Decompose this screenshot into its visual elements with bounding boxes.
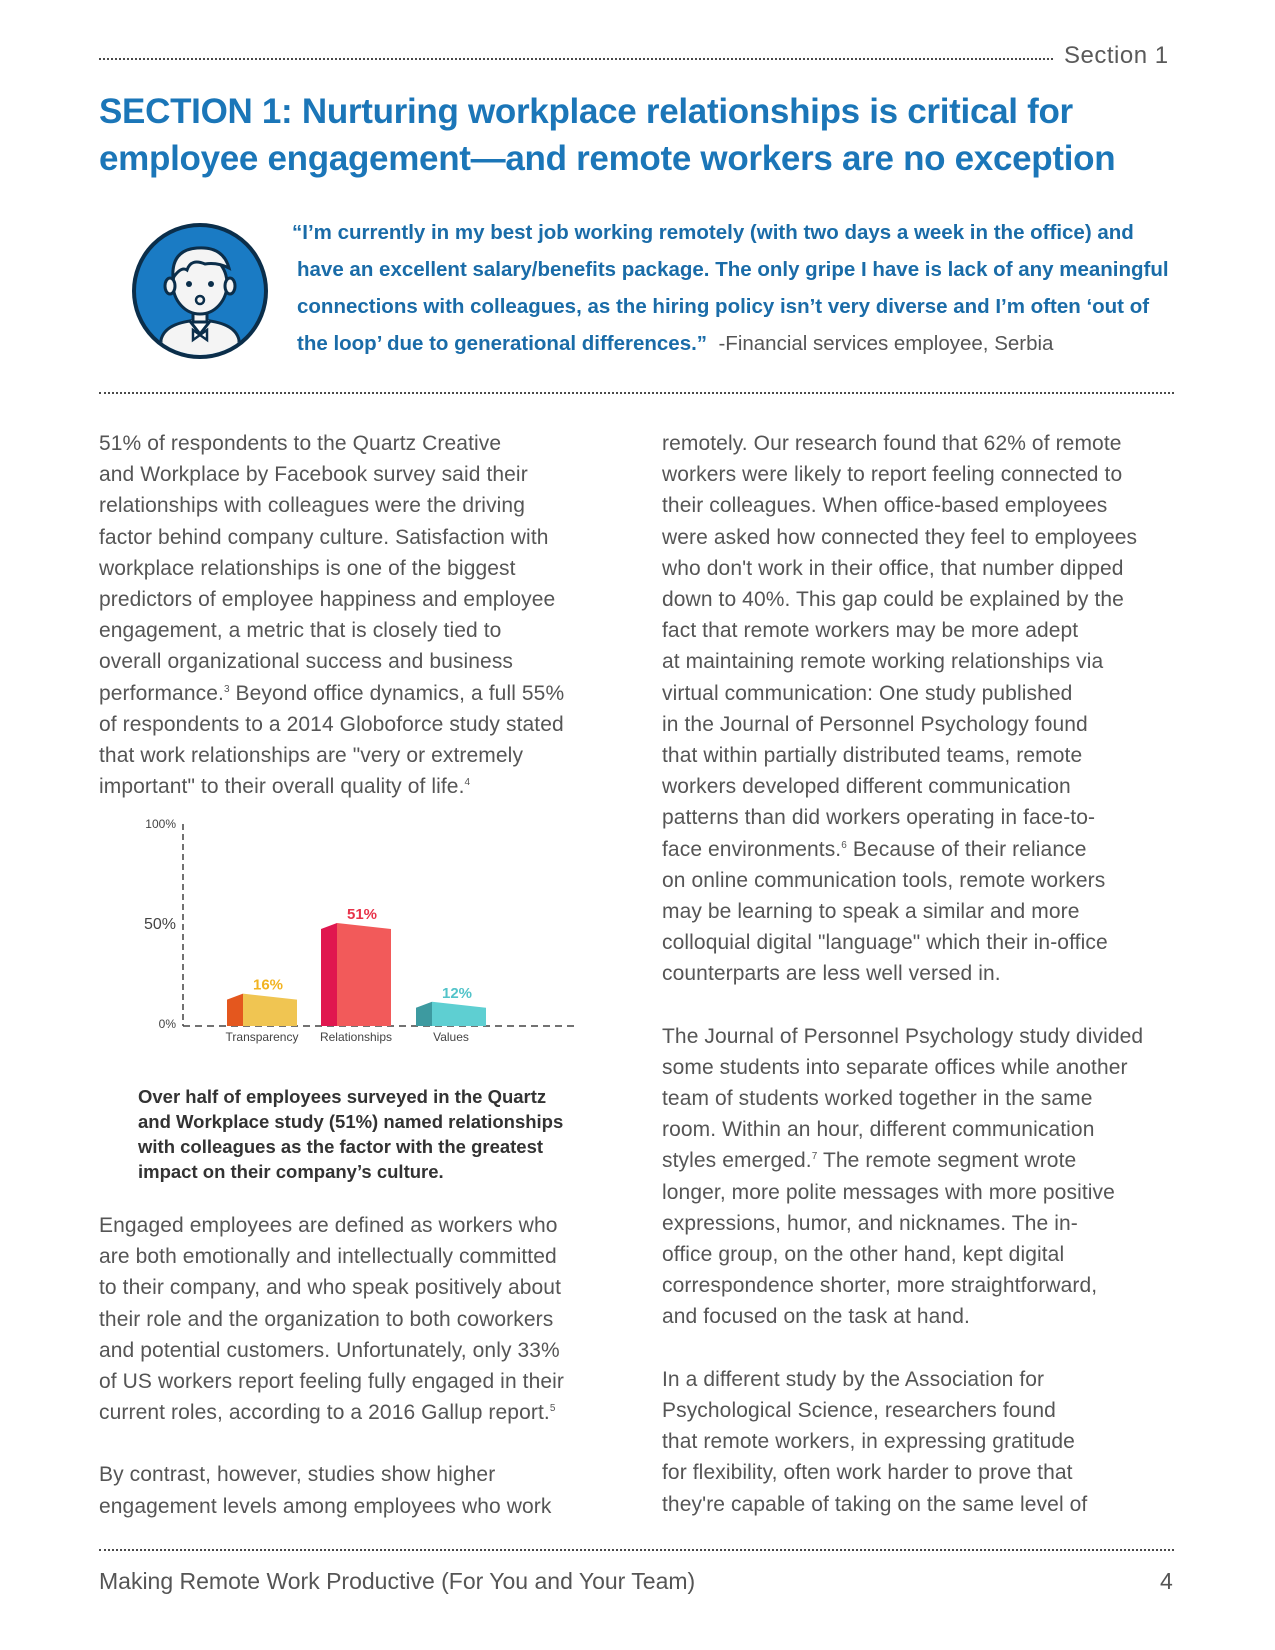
caption-line: with colleagues as the factor with the greatest <box>138 1136 544 1157</box>
text-fragment: important" to their overall quality of life. <box>99 775 465 799</box>
text-line: in the Journal of Personnel Psychology found <box>662 712 1088 736</box>
text-line: down to 40%. This gap could be explained by the <box>662 588 1124 612</box>
text-line: workers were likely to report feeling connected to <box>662 463 1123 487</box>
text-line: they're capable of taking on the same level of <box>662 1492 1088 1516</box>
data-label: 16% <box>252 976 284 994</box>
text-line: are both emotionally and intellectually committed <box>99 1245 557 1269</box>
text-line: relationships with colleagues were the driving <box>99 494 525 518</box>
text-line: overall organizational success and business <box>99 650 514 674</box>
employee-quote <box>292 214 1197 362</box>
text-line: and focused on the task at hand. <box>662 1305 970 1329</box>
text-line: predictors of employee happiness and employee <box>99 588 556 612</box>
text-line: factor behind company culture. Satisfaction with <box>99 525 549 549</box>
left-column-top <box>99 428 619 802</box>
text-line: their role and the organization to both coworkers <box>99 1307 554 1331</box>
quote-line <box>297 325 1197 362</box>
page-number: 4 <box>1160 1568 1173 1594</box>
text-line: correspondence shorter, more straightforward, <box>662 1274 1098 1298</box>
text-line: and Workplace by Facebook survey said their <box>99 463 528 487</box>
text-line: that within partially distributed teams, remote <box>662 744 1083 768</box>
paragraph <box>662 1364 1182 1520</box>
text-line: The Journal of Personnel Psychology study divided <box>662 1024 1144 1048</box>
page-title <box>99 88 1199 182</box>
text-line <box>662 1145 1182 1176</box>
text-line <box>662 834 1182 865</box>
paragraph <box>99 428 619 802</box>
data-label: 12% <box>441 984 473 1002</box>
footnote-ref: 6 <box>841 839 847 851</box>
title-line: SECTION 1: Nurturing workplace relationships is critical for <box>99 92 1073 131</box>
text-line: longer, more polite messages with more positive <box>662 1180 1115 1204</box>
footnote-ref: 7 <box>811 1151 818 1163</box>
text-line: office group, on the other hand, kept digital <box>662 1243 1065 1267</box>
footer-rule <box>99 1549 1174 1551</box>
text-line: fact that remote workers may be more adept <box>662 619 1079 643</box>
text-line: that remote workers, in expressing gratitude <box>662 1430 1075 1454</box>
left-column-bottom <box>99 1210 619 1522</box>
text-fragment: The remote segment wrote <box>817 1149 1077 1173</box>
caption-line: and Workplace study (51%) named relationships <box>138 1111 564 1132</box>
text-line: were asked how connected they feel to employees <box>662 525 1138 549</box>
caption-line: Over half of employees surveyed in the Quartz <box>138 1086 547 1107</box>
text-line: engagement levels among employees who work <box>99 1494 552 1518</box>
text-line: remotely. Our research found that 62% of remote <box>662 432 1122 455</box>
text-line: that work relationships are "very or extremely <box>99 744 524 768</box>
text-line <box>99 771 619 802</box>
bar-front <box>337 923 391 1026</box>
y-tick-label: 50% <box>143 916 176 933</box>
x-tick-label: Relationships <box>319 1030 393 1044</box>
y-tick-label: 100% <box>145 818 176 831</box>
text-line: for flexibility, often work harder to prove that <box>662 1461 1073 1485</box>
footnote-ref: 3 <box>223 683 230 695</box>
footnote-ref: 5 <box>549 1403 556 1415</box>
section-label: Section 1 <box>1064 42 1169 69</box>
text-line: workplace relationships is one of the biggest <box>99 556 516 580</box>
bar-values <box>416 1002 486 1026</box>
right-column <box>662 428 1182 1520</box>
quote-attribution: -Financial services employee, Serbia <box>718 332 1054 355</box>
text-line: Psychological Science, researchers found <box>662 1398 1056 1422</box>
text-fragment: styles emerged. <box>662 1149 812 1173</box>
quote-divider <box>99 392 1174 394</box>
text-line: may be learning to speak a similar and more <box>662 900 1080 924</box>
data-label: 51% <box>346 905 378 923</box>
text-line: who don't work in their office, that number dipped <box>662 556 1124 580</box>
x-tick-label: Transparency <box>225 1030 299 1044</box>
text-line: Engaged employees are defined as workers who <box>99 1214 558 1237</box>
text-line: colloquial digital "language" which their in-office <box>662 931 1108 955</box>
title-line: employee engagement—and remote workers are no exception <box>99 139 1116 178</box>
text-line: By contrast, however, studies show higher <box>99 1463 496 1487</box>
bar-transparency <box>227 994 297 1026</box>
quote-line: have an excellent salary/benefits package. The only gripe I have is lack of any meaningful <box>297 258 1169 281</box>
bar-front <box>243 994 297 1026</box>
bar-front <box>432 1002 486 1026</box>
quote-line: “I’m currently in my best job working remotely (with two days a week in the office) and <box>292 221 1134 244</box>
text-line <box>99 678 619 709</box>
chart-caption <box>138 1084 598 1184</box>
paragraph <box>662 428 1182 990</box>
text-fragment: Beyond office dynamics, a full 55% <box>229 681 565 705</box>
y-tick-label: 0% <box>158 1017 176 1031</box>
text-line <box>99 1397 619 1428</box>
text-line: and potential customers. Unfortunately, only 33% <box>99 1338 560 1362</box>
paragraph <box>99 1459 619 1521</box>
x-tick-label: Values <box>433 1030 469 1044</box>
footer-title: Making Remote Work Productive (For You and Your Team) <box>99 1568 696 1594</box>
text-line: In a different study by the Association for <box>662 1367 1045 1391</box>
text-line: of US workers report feeling fully engaged in their <box>99 1370 565 1394</box>
text-line: virtual communication: One study published <box>662 681 1073 705</box>
bar-side <box>416 1002 432 1026</box>
quote-line-text: the loop’ due to generational differences.” <box>297 332 708 355</box>
text-line: on online communication tools, remote workers <box>662 868 1106 892</box>
text-line: counterparts are less well versed in. <box>662 962 1001 986</box>
text-line: at maintaining remote working relationships via <box>662 650 1104 674</box>
text-line: room. Within an hour, different communication <box>662 1118 1095 1142</box>
text-line: patterns than did workers operating in face-to- <box>662 806 1096 830</box>
person-avatar-icon <box>131 222 269 360</box>
paragraph <box>662 1021 1182 1333</box>
footnote-ref: 4 <box>464 777 471 789</box>
text-line: engagement, a metric that is closely tied to <box>99 619 502 643</box>
text-line: to their company, and who speak positively about <box>99 1276 562 1300</box>
text-fragment: face environments. <box>662 837 842 861</box>
bar-relationships <box>321 923 391 1026</box>
bar-side <box>227 994 243 1026</box>
paragraph <box>99 1210 619 1428</box>
text-line: some students into separate offices while another <box>662 1055 1128 1079</box>
text-line: of respondents to a 2014 Globoforce study stated <box>99 712 564 736</box>
header-rule <box>99 58 1053 60</box>
text-line: their colleagues. When office-based employees <box>662 494 1108 518</box>
text-fragment: current roles, according to a 2016 Gallup report. <box>99 1401 550 1425</box>
bar-side <box>321 923 337 1026</box>
text-line: workers developed different communication <box>662 775 1071 799</box>
text-fragment: performance. <box>99 681 224 705</box>
bar-chart <box>140 818 580 1068</box>
text-line: 51% of respondents to the Quartz Creative <box>99 432 502 455</box>
text-line: expressions, humor, and nicknames. The in- <box>662 1211 1078 1235</box>
quote-line: connections with colleagues, as the hiring policy isn’t very diverse and I’m often ‘out of <box>297 295 1150 318</box>
text-line: team of students worked together in the same <box>662 1087 1093 1111</box>
caption-line: impact on their company’s culture. <box>138 1161 444 1182</box>
text-fragment: Because of their reliance <box>846 837 1087 861</box>
